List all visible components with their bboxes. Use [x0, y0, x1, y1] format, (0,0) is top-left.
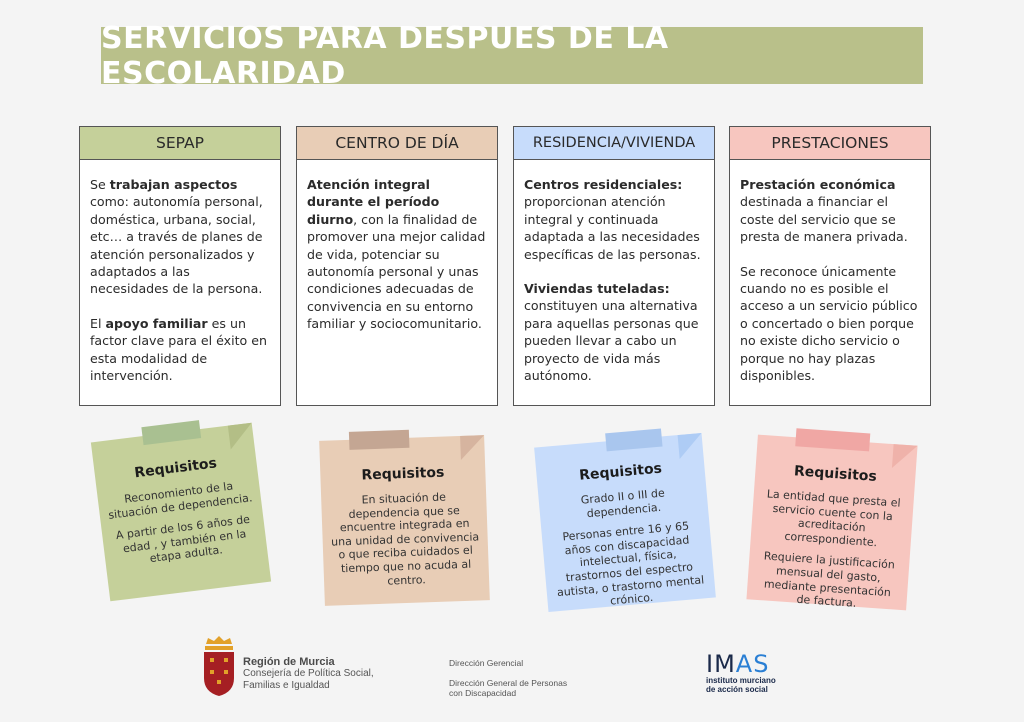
direccion-general: Dirección General de Personas con Discapacidad	[449, 678, 568, 698]
paragraph: Viviendas tuteladas: constituyen una alternativa para aquellas personas que pueden llevar a cabo un proyecto de vida más autónomo.	[524, 281, 699, 384]
paragraph: Atención integral durante el período diurno, con la finalidad de promover una mejor calidad de vida, potenciar su autonomía personal y unas condiciones adecuadas de convivencia en su entorno familiar y sociocomunitario.	[307, 177, 486, 332]
tape	[141, 420, 201, 445]
tape	[605, 429, 662, 452]
column-residencia	[513, 126, 715, 406]
note-title: Requisitos	[361, 464, 445, 484]
requirements-note-centro	[319, 435, 490, 606]
note-title: Requisitos	[578, 460, 663, 484]
column-body	[296, 160, 498, 406]
column-body	[79, 160, 281, 406]
tape	[349, 430, 410, 450]
paragraph: Se trabajan aspectos como: autonomía personal, doméstica, urbana, social, etc… a través de planes de atención personalizados y adaptados a las necesidades de la persona.	[90, 177, 263, 297]
requirements-note-sepap	[91, 423, 271, 602]
requirements-note-prestaciones	[746, 435, 917, 611]
note-text: En situación de dependencia que se encuentre integrada en una unidad de convivencia o que reciba cuidados el tiempo que no acuda al centro.	[330, 490, 480, 588]
requirements-note-residencia	[534, 433, 716, 612]
folded-corner	[228, 423, 255, 450]
column-header: CENTRO DE DÍA	[296, 126, 498, 160]
folded-corner	[460, 435, 485, 460]
note-text: Grado II o III de dependencia. Personas entre 16 y 65 años con discapacidad intelectual, física, trastornos del espectro autista, o trastorno mental crónico.	[556, 486, 705, 608]
direccion-gerencial: Dirección Gerencial	[449, 658, 524, 668]
column-centro-dia	[296, 126, 498, 406]
column-header: RESIDENCIA/VIVIENDA	[513, 126, 715, 160]
folded-corner	[678, 433, 704, 459]
paragraph: Centros residenciales: proporcionan atención integral y continuada adaptada a las necesidades específicas de las personas.	[524, 177, 701, 262]
note-title: Requisitos	[133, 455, 218, 482]
paragraph: Prestación económica destinada a financiar el coste del servicio que se presta de manera privada.	[740, 177, 908, 245]
region-murcia-crest-icon	[200, 634, 238, 698]
paragraph: Se reconoce únicamente cuando no es posible el acceso a un servicio público o concertado o bien porque no existe dicho servicio o porque no hay plazas disponibles.	[740, 263, 918, 384]
region-murcia-text: Región de Murcia Consejería de Política Social, Familias e Igualdad	[243, 656, 374, 691]
title-banner	[101, 20, 923, 91]
note-text: Reconomiento de la situación de dependencia. A partir de los 6 años de edad , y también en la etapa adulta.	[107, 479, 253, 566]
note-text: La entidad que presta el servicio cuente con la acreditación correspondiente. Requiere la justificación mensual del gasto, mediante presentación de factura.	[763, 487, 901, 611]
paragraph: El apoyo familiar es un factor clave para el éxito en esta modalidad de intervención.	[90, 315, 267, 384]
page-title: SERVICIOS PARA DESPUES DE LA ESCOLARIDAD	[101, 20, 669, 91]
column-body	[729, 160, 931, 406]
note-title: Requisitos	[793, 463, 878, 485]
column-header: PRESTACIONES	[729, 126, 931, 160]
imas-wordmark: IMAS	[706, 650, 770, 678]
column-body	[513, 160, 715, 406]
column-sepap	[79, 126, 281, 406]
tape	[795, 428, 870, 451]
column-prestaciones	[729, 126, 931, 406]
column-header: SEPAP	[79, 126, 281, 160]
imas-logo: IMAS instituto murciano de acción social	[706, 652, 786, 694]
folded-corner	[892, 444, 918, 470]
